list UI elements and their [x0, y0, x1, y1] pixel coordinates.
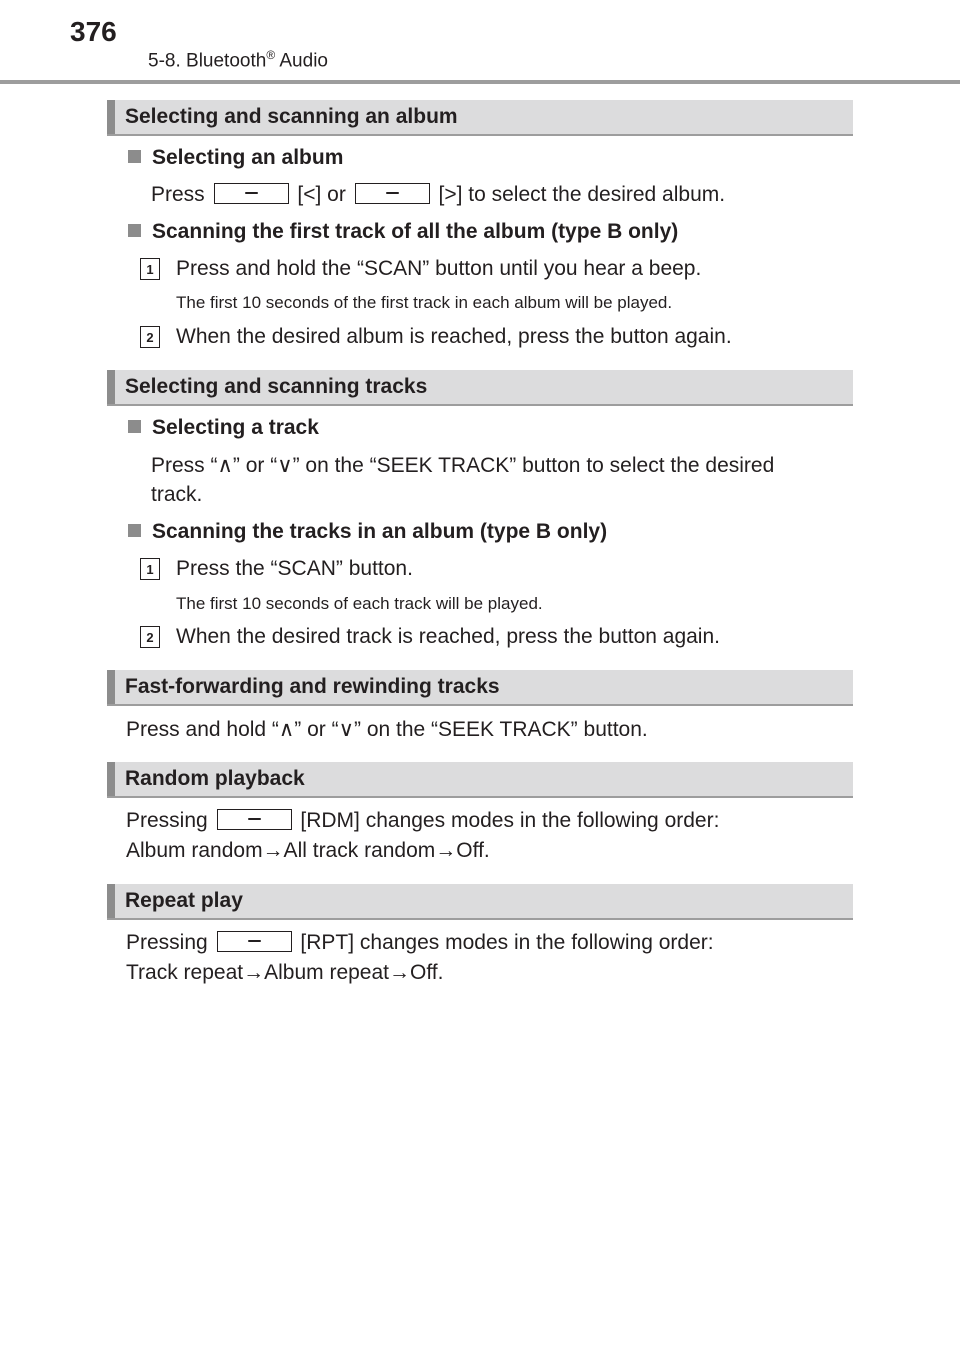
- section-heading-repeat: [107, 884, 853, 920]
- section-heading-album: [107, 100, 853, 136]
- preset-button-icon: [217, 931, 292, 952]
- chapter-suffix: Audio: [275, 50, 328, 72]
- square-bullet-icon: [128, 224, 141, 237]
- text-press: Press: [151, 183, 205, 206]
- seek-button-icon: [355, 183, 430, 204]
- step-text: When the desired track is reached, press the button again.: [176, 625, 720, 648]
- step-number-icon: 1: [140, 258, 160, 280]
- random-line-2: Album random→All track random→Off.: [126, 839, 490, 862]
- header-rule: [0, 80, 960, 84]
- ffrw-text: Press and hold “∧” or “∨” on the “SEEK TRACK” button.: [126, 718, 648, 741]
- text-rpt: [RPT] changes modes in the following order:: [300, 931, 714, 954]
- section-title: Selecting and scanning tracks: [125, 375, 428, 398]
- square-bullet-icon: [128, 150, 141, 163]
- subheading-scanning-album: [128, 220, 678, 244]
- text-next-select: [>] to select the desired album.: [438, 183, 726, 206]
- step-text: When the desired album is reached, press the button again.: [176, 325, 732, 348]
- preset-button-icon: [217, 809, 292, 830]
- section-title: Random playback: [125, 767, 305, 790]
- text-pressing: Pressing: [126, 809, 208, 832]
- subheading-selecting-track: [128, 416, 319, 440]
- subheading-text: Scanning the tracks in an album (type B only): [152, 520, 608, 543]
- section-title: Repeat play: [125, 889, 243, 912]
- random-line-1: [126, 809, 719, 833]
- subheading-selecting-album: [128, 146, 343, 170]
- page-number: 376: [70, 16, 117, 47]
- chapter-title: [148, 48, 328, 72]
- section-heading-random: [107, 762, 853, 798]
- select-track-line-2: track.: [151, 483, 203, 506]
- subheading-text: Selecting a track: [152, 416, 319, 439]
- step-text: Press and hold the “SCAN” button until you hear a beep.: [176, 257, 702, 280]
- section-title: Fast-forwarding and rewinding tracks: [125, 675, 500, 698]
- section-heading-tracks: [107, 370, 853, 406]
- select-album-instruction: [151, 183, 725, 207]
- subheading-text: Selecting an album: [152, 146, 344, 169]
- registered-mark: ®: [266, 48, 276, 62]
- repeat-line-1: [126, 931, 714, 955]
- step-number-icon: 2: [140, 626, 160, 648]
- section-title: Selecting and scanning an album: [125, 105, 458, 128]
- step-note: The first 10 seconds of each track will be played.: [176, 594, 543, 613]
- square-bullet-icon: [128, 524, 141, 537]
- section-heading-ffrw: [107, 670, 853, 706]
- square-bullet-icon: [128, 420, 141, 433]
- text-pressing: Pressing: [126, 931, 208, 954]
- subheading-text: Scanning the first track of all the album (type B only): [152, 220, 679, 243]
- text-prev-or: [<] or: [297, 183, 346, 206]
- chapter-prefix: 5-8. Bluetooth: [148, 50, 267, 72]
- step-note: The first 10 seconds of the first track in each album will be played.: [176, 293, 673, 312]
- select-track-line-1: Press “∧” or “∨” on the “SEEK TRACK” button to select the desired: [151, 454, 775, 477]
- step-number-icon: 1: [140, 558, 160, 580]
- subheading-scanning-tracks: [128, 520, 607, 544]
- step-number-icon: 2: [140, 326, 160, 348]
- seek-button-icon: [214, 183, 289, 204]
- page-header: [0, 0, 960, 84]
- text-rdm: [RDM] changes modes in the following order:: [300, 809, 720, 832]
- repeat-line-2: Track repeat→Album repeat→Off.: [126, 961, 444, 984]
- step-text: Press the “SCAN” button.: [176, 557, 413, 580]
